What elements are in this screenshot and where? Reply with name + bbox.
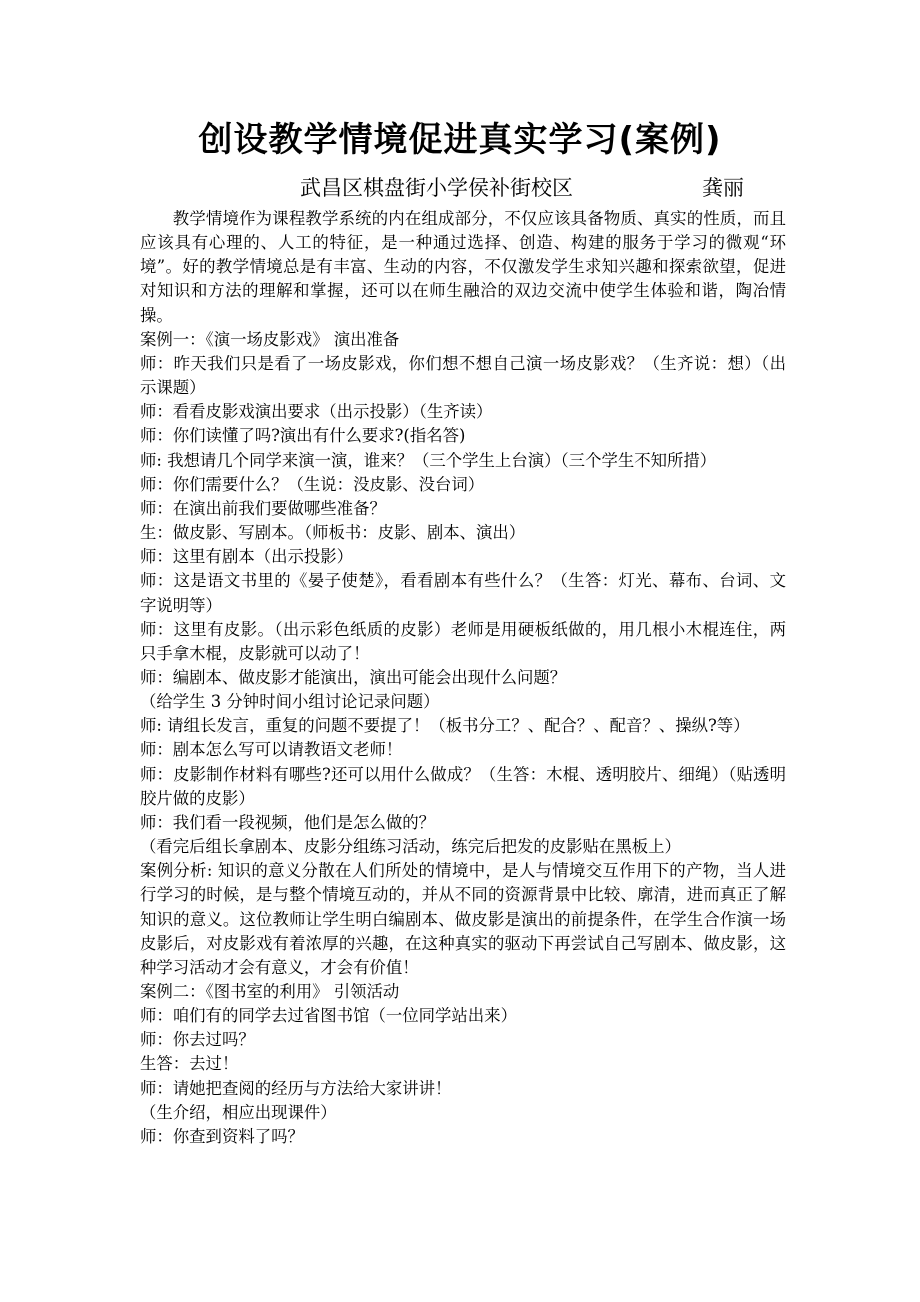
dialogue-line: 生答：去过！ <box>140 1054 239 1074</box>
dialogue-line: 生：做皮影、写剧本。（师板书：皮影、剧本、演出） <box>140 523 526 543</box>
stage-note: （看完后组长拿剧本、皮影分组练习活动，练完后把发的皮影贴在黑板上） <box>140 837 681 857</box>
dialogue-line: 师：你查到资料了吗？ <box>140 1126 304 1146</box>
dialogue-line: 师：咱们有的同学去过省图书馆（一位同学站出来） <box>140 1006 517 1026</box>
stage-note: （生介绍，相应出现课件） <box>140 1102 337 1122</box>
stage-note: （给学生 3 分钟时间小组讨论记录问题） <box>140 692 440 712</box>
dialogue-line: 师：这是语文书里的《晏子使楚》，看看剧本有些什么？（生答：灯光、幕布、台词、文字说明等） <box>140 571 786 615</box>
case-one-heading: 案例一：《演一场皮影戏》 演出准备 <box>140 329 400 349</box>
dialogue-line: 师：剧本怎么写可以请教语文老师！ <box>140 740 403 760</box>
intro-paragraph: 教学情境作为课程教学系统的内在组成部分，不仅应该具备物质、真实的性质，而且应该具有心理的、人工的特征，是一种通过选择、创造、构建的服务于学习的微观“环境”。好的教学情境总是有丰富、生动的内容，不仅激发学生求知兴趣和探索欲望，促进对知识和方法的理解和掌握，还可以在师生融洽的双边交流中使学生体验和谐，陶冶情操。 <box>140 209 786 325</box>
case-analysis-paragraph: 案例分析: 知识的意义分散在人们所处的情境中，是人与情境交互作用下的产物，当人进行学习的时候，是与整个情境互动的，并从不同的资源背景中比较、廓清，进而真正了解知识的意义。这位教师让学生明白编剧本、做皮影是演出的前提条件，在学生合作演一场皮影后，对皮影戏有着浓厚的兴趣，在这种真实的驱动下再尝试自己写剧本、做皮影，这种学习活动才会有意义，才会有价值！ <box>140 861 786 977</box>
dialogue-line: 师：这里有皮影。（出示彩色纸质的皮影）老师是用硬板纸做的，用几根小木棍连住，两只手拿木棍，皮影就可以动了！ <box>140 619 786 663</box>
case-two-heading: 案例二：《图书室的利用》 引领活动 <box>140 982 400 1001</box>
dialogue-line: 师：昨天我们只是看了一场皮影戏，你们想不想自己演一场皮影戏？（生齐说：想）（出示课题） <box>140 353 786 398</box>
dialogue-line: 师：这里有剧本（出示投影） <box>140 547 354 567</box>
dialogue-line: 师：你们需要什么？（生说：没皮影、没台词） <box>140 474 485 494</box>
dialogue-line: 师：请她把查阅的经历与方法给大家讲讲！ <box>140 1078 452 1098</box>
dialogue-line: 师：看看皮影戏演出要求（出示投影）（生齐读） <box>140 402 493 422</box>
dialogue-line: 师：皮影制作材料有哪些?还可以用什么做成？（生答：木棍、透明胶片、细绳）（贴透明胶片做的皮影） <box>140 764 786 808</box>
dialogue-line: 师：我们看一段视频，他们是怎么做的？ <box>140 812 436 832</box>
school-name: 武昌区棋盘街小学侯补街校区 <box>300 176 573 200</box>
author-name: 龚丽 <box>702 176 744 200</box>
dialogue-line: 师：你们读懂了吗?演出有什么要求?(指名答) <box>140 426 466 446</box>
dialogue-line: 师：编剧本、做皮影才能演出，演出可能会出现什么问题？ <box>140 667 567 687</box>
dialogue-line: 师: 请组长发言，重复的问题不要提了！（板书分工？、配合？、配音？、操纵?等） <box>140 716 750 736</box>
document-body <box>140 207 786 1149</box>
dialogue-line: 师: 我想请几个同学来演一演，谁来？（三个学生上台演）（三个学生不知所措） <box>140 450 717 470</box>
dialogue-line: 师：你去过吗？ <box>140 1030 255 1050</box>
dialogue-line: 师：在演出前我们要做哪些准备？ <box>140 498 386 518</box>
document-title: 创设教学情境促进真实学习(案例) <box>198 120 722 160</box>
